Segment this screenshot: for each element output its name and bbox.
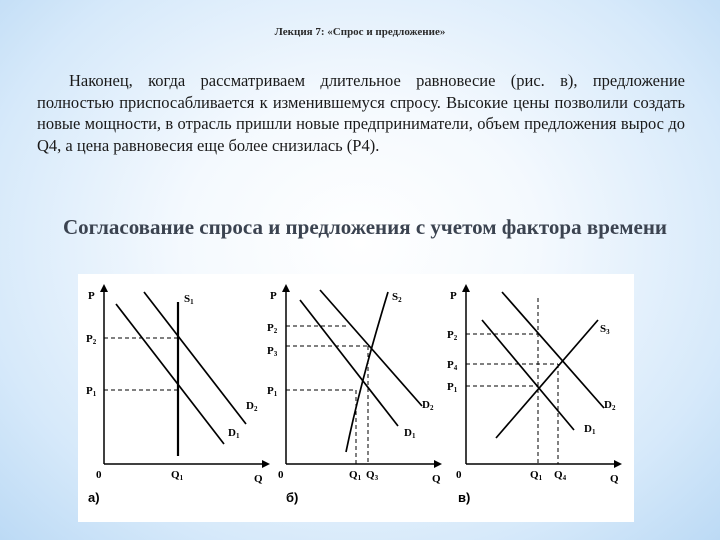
- panel-c-supply-s3: [496, 320, 598, 438]
- panel-b-caption: б): [286, 490, 299, 505]
- panel-c-p4-label: P4: [447, 359, 458, 372]
- panel-b: [267, 288, 441, 505]
- panel-b-axis-q-label: Q: [432, 473, 441, 485]
- panel-a-q1-label: Q1: [171, 469, 184, 482]
- panel-c-p2-label: P2: [447, 329, 458, 342]
- panel-c-origin-label: 0: [456, 469, 462, 481]
- panel-b-q1-label: Q1: [349, 469, 362, 482]
- panel-a-d1-label: D1: [228, 427, 240, 440]
- panel-a-axis-p-label: P: [88, 290, 95, 302]
- panel-c-q1-label: Q1: [530, 469, 543, 482]
- panel-c-axis-p-label: P: [450, 290, 457, 302]
- panel-a-p1-label: P1: [86, 385, 97, 398]
- panel-b-q3-label: Q3: [366, 469, 379, 482]
- section-heading: Согласование спроса и предложения с учетом фактора времени: [62, 215, 668, 239]
- panel-c-demand-d1: [482, 320, 574, 430]
- body-paragraph: Наконец, когда рассматриваем длительное равновесие (рис. в), предложение полностью приспосабливается к изменившемуся спросу. Высокие цены позволили создать новые мощности, в отрасль пришли новые предприниматели, объем предложения вырос до Q4, а цена равновесия еще более снизилась (P4).: [37, 71, 685, 155]
- panel-c-p1-label: P1: [447, 381, 458, 394]
- figure-svg: [78, 274, 634, 522]
- panel-b-p3-label: P3: [267, 345, 278, 358]
- panel-a-origin-label: 0: [96, 469, 102, 481]
- panel-b-d1-label: D1: [404, 427, 416, 440]
- panel-a-demand-d2: [144, 292, 246, 424]
- supply-demand-figure: [78, 274, 634, 522]
- panel-a-p2-label: P2: [86, 333, 97, 346]
- panel-a-caption: а): [88, 490, 100, 505]
- panel-b-supply-s2: [346, 292, 388, 452]
- panel-c-caption: в): [458, 490, 471, 505]
- panel-b-p2-label: P2: [267, 322, 278, 335]
- panel-b-p1-label: P1: [267, 385, 278, 398]
- panel-c: [447, 288, 619, 505]
- panel-a-axis-q-label: Q: [254, 473, 263, 485]
- panel-c-d2-label: D2: [604, 399, 616, 412]
- panel-b-axis-p-label: P: [270, 290, 277, 302]
- panel-c-d1-label: D1: [584, 423, 596, 436]
- panel-c-s3-label: S3: [600, 323, 610, 336]
- panel-b-d2-label: D2: [422, 399, 434, 412]
- panel-c-q4-label: Q4: [554, 469, 567, 482]
- lecture-header: Лекция 7: «Спрос и предложение»: [274, 26, 446, 38]
- panel-c-axis-q-label: Q: [610, 473, 619, 485]
- panel-a: [86, 288, 266, 505]
- panel-b-origin-label: 0: [278, 469, 284, 481]
- panel-a-d2-label: D2: [246, 400, 258, 413]
- panel-a-s1-label: S1: [184, 293, 194, 306]
- panel-c-demand-d2: [502, 292, 604, 408]
- panel-b-s2-label: S2: [392, 291, 402, 304]
